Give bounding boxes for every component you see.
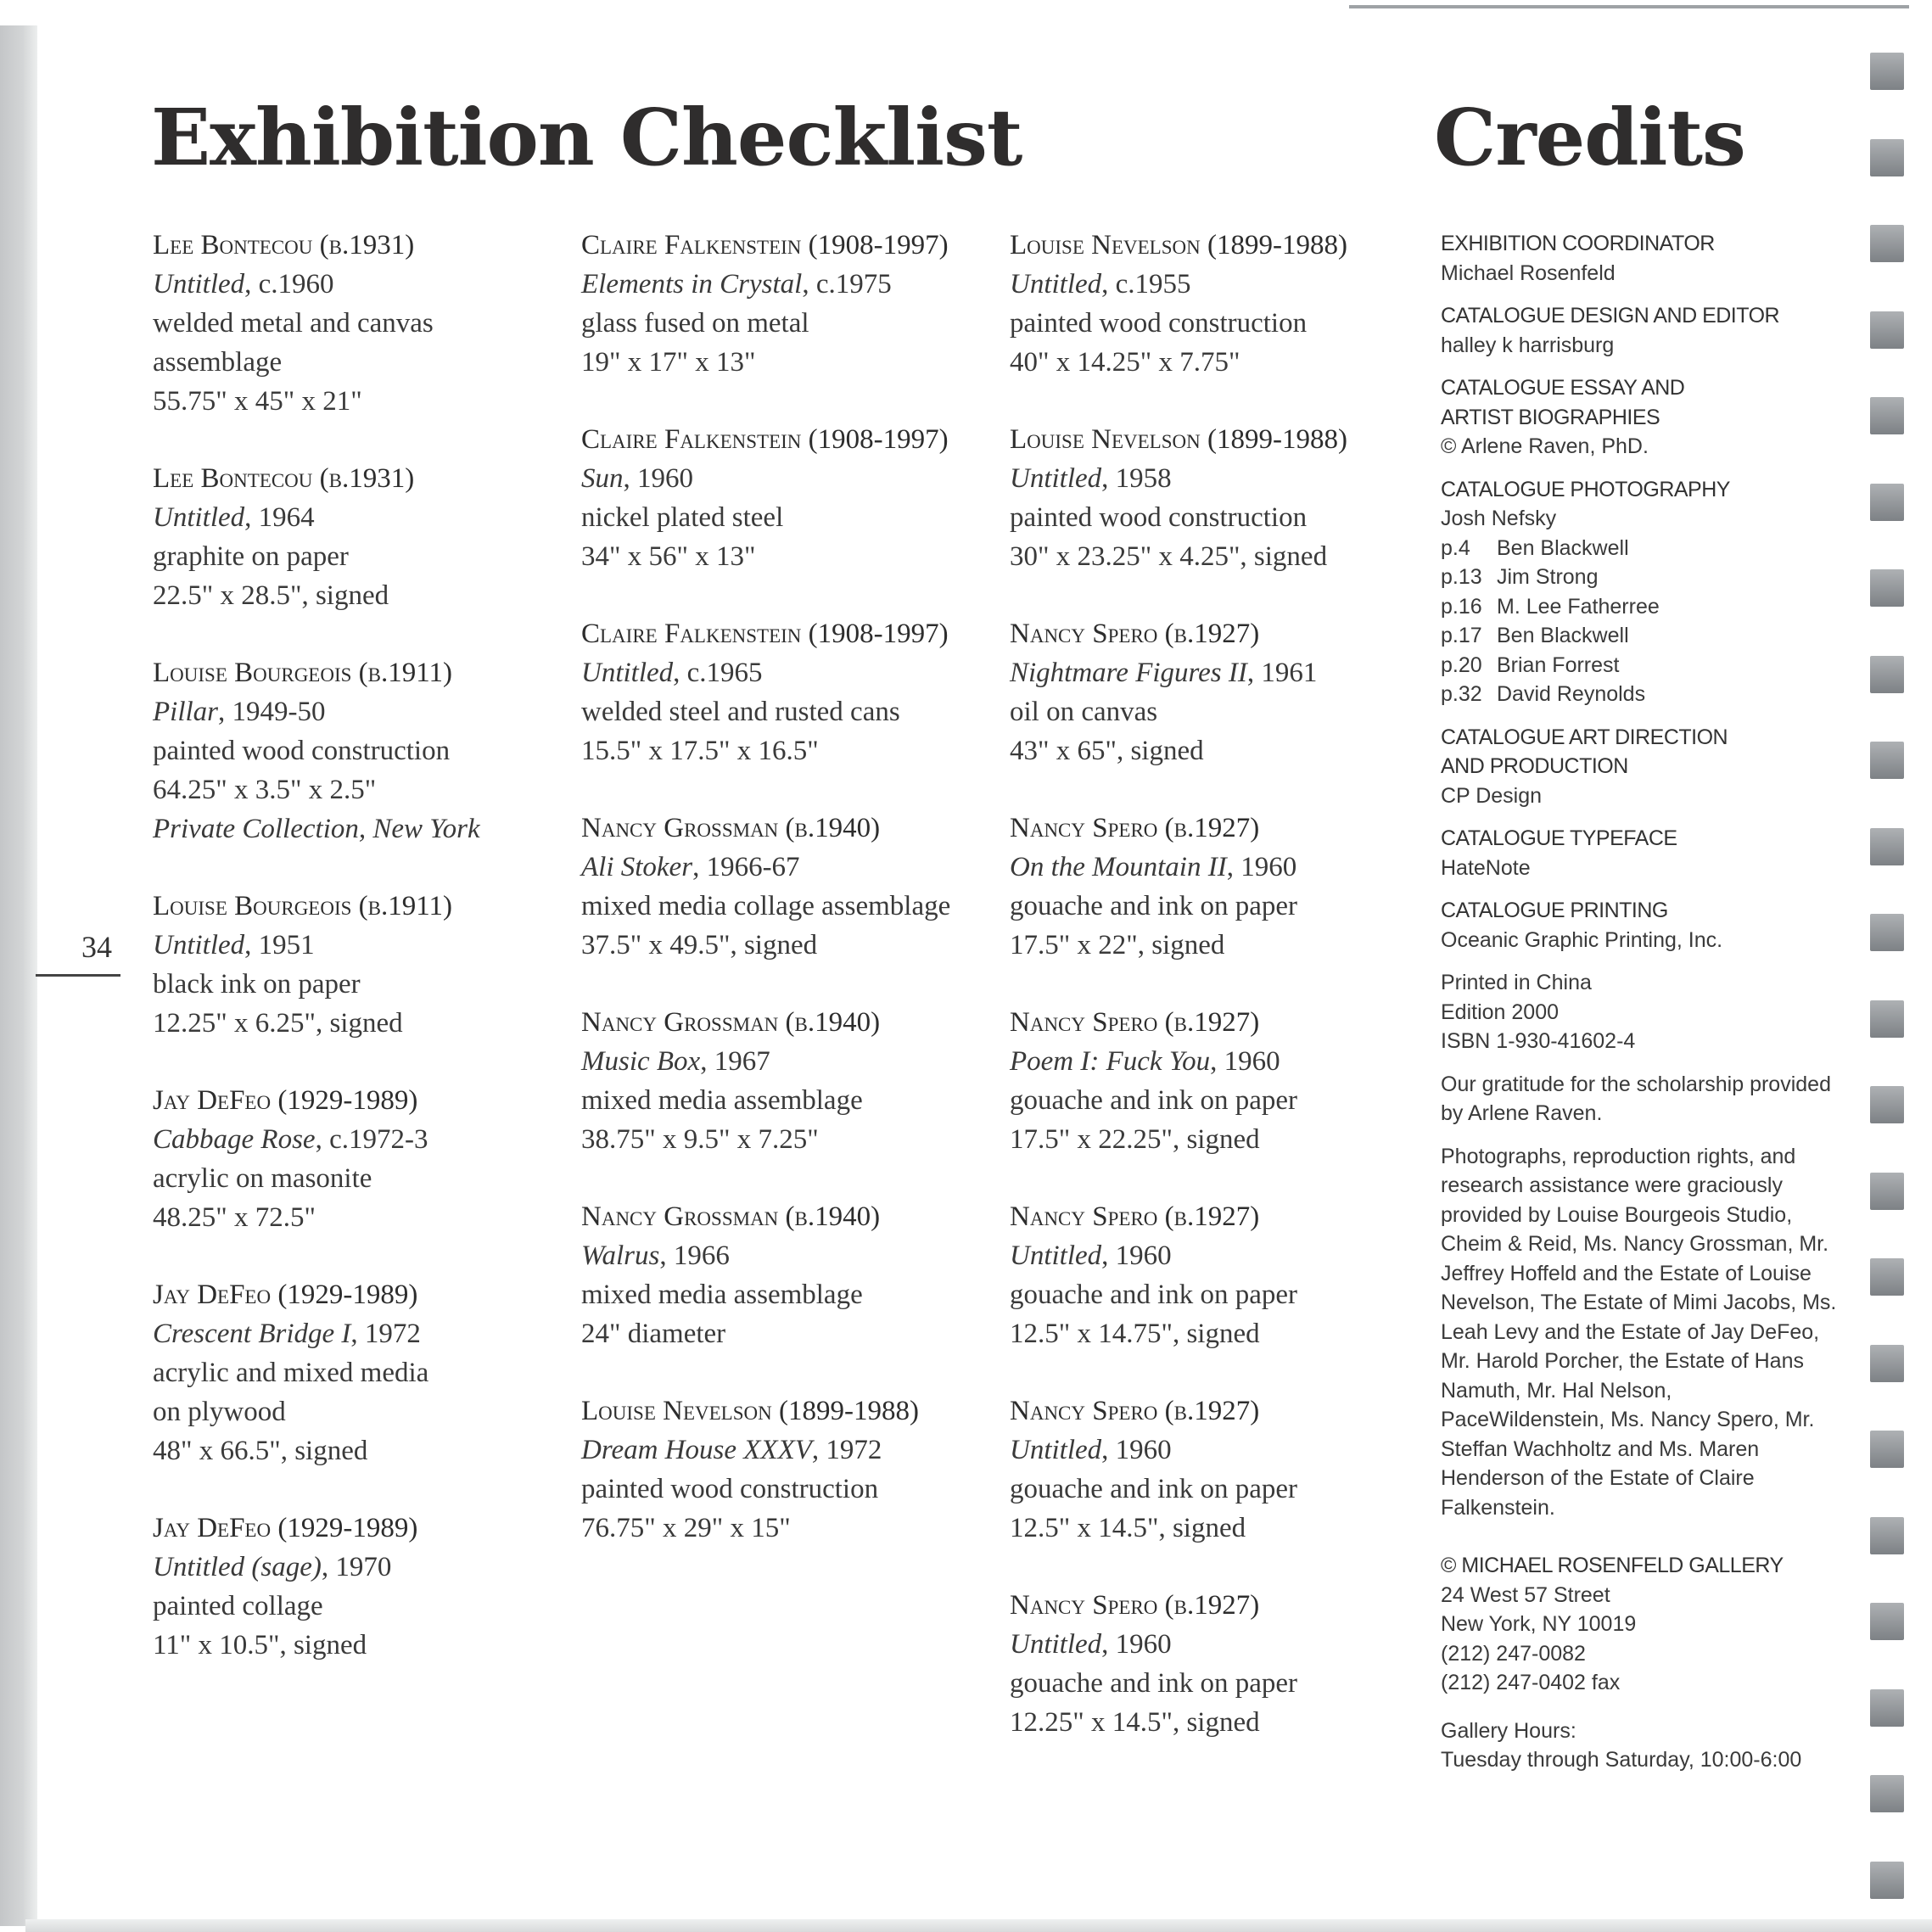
artwork-date: , c.1960 bbox=[244, 269, 334, 300]
artwork-title: Crescent Bridge I bbox=[153, 1319, 351, 1349]
artwork-dimensions: 34" x 56" x 13" bbox=[581, 541, 756, 572]
artist-name: Jay DeFeo (1929-1989) bbox=[153, 1513, 418, 1543]
artwork-dimensions: 19" x 17" x 13" bbox=[581, 347, 756, 378]
checklist-entry bbox=[581, 614, 980, 770]
artwork-medium: painted wood construction bbox=[1010, 308, 1308, 339]
top-rule bbox=[1349, 5, 1909, 8]
photo-credit-row bbox=[1441, 621, 1840, 651]
artwork-dimensions: 24" diameter bbox=[581, 1319, 726, 1349]
checklist-column-2 bbox=[581, 226, 980, 1586]
artwork-title-line bbox=[1010, 848, 1408, 887]
checklist-entry bbox=[1010, 614, 1408, 770]
artwork-dimensions: 40" x 14.25" x 7.75" bbox=[1010, 347, 1240, 378]
checklist-title: Exhibition Checklist bbox=[151, 92, 1022, 183]
artist-name: Nancy Grossman (b.1940) bbox=[581, 1201, 881, 1232]
artwork-collection: Private Collection, New York bbox=[153, 814, 480, 844]
credit-value: Oceanic Graphic Printing, Inc. bbox=[1441, 927, 1723, 952]
artist-name: Claire Falkenstein (1908-1997) bbox=[581, 619, 949, 649]
checklist-column-1 bbox=[153, 226, 552, 1703]
photo-credit-row bbox=[1441, 563, 1840, 592]
artwork-title: Cabbage Rose bbox=[153, 1124, 316, 1155]
artwork-date: , 1966-67 bbox=[692, 852, 800, 882]
credit-heading: CATALOGUE DESIGN AND EDITOR bbox=[1441, 304, 1780, 328]
artwork-dimensions: 48" x 66.5", signed bbox=[153, 1436, 368, 1466]
photo-credit-row bbox=[1441, 651, 1840, 680]
artist-name: Louise Bourgeois (b.1911) bbox=[153, 891, 453, 921]
credit-art-direction bbox=[1441, 723, 1840, 811]
artwork-dimensions: 38.75" x 9.5" x 7.25" bbox=[581, 1124, 819, 1155]
binding-hole bbox=[1870, 1517, 1904, 1554]
photo-credit-row bbox=[1441, 680, 1840, 709]
artwork-dimensions: 30" x 23.25" x 4.25", signed bbox=[1010, 541, 1328, 572]
credit-thanks bbox=[1441, 1142, 1840, 1523]
binding-hole bbox=[1870, 1000, 1904, 1038]
binding-hole bbox=[1870, 225, 1904, 262]
artwork-title-line bbox=[153, 926, 552, 965]
artwork-medium: painted wood construction bbox=[153, 736, 451, 766]
binding-hole bbox=[1870, 1345, 1904, 1382]
artwork-title-line bbox=[153, 1314, 552, 1353]
artwork-dimensions: 15.5" x 17.5" x 16.5" bbox=[581, 736, 819, 766]
credit-value: halley k harrisburg bbox=[1441, 333, 1615, 357]
artwork-medium: gouache and ink on paper bbox=[1010, 891, 1298, 921]
artwork-medium: black ink on paper bbox=[153, 969, 361, 1000]
artwork-date: , 1951 bbox=[244, 930, 315, 960]
artwork-title-line bbox=[581, 459, 980, 498]
artist-name: Jay DeFeo (1929-1989) bbox=[153, 1280, 418, 1310]
artwork-title-line bbox=[153, 265, 552, 304]
artwork-dimensions: 55.75" x 45" x 21" bbox=[153, 386, 362, 417]
credit-value: Michael Rosenfeld bbox=[1441, 260, 1616, 285]
artwork-dimensions: 22.5" x 28.5", signed bbox=[153, 580, 389, 611]
artwork-date: , 1972 bbox=[350, 1319, 421, 1349]
credit-coordinator bbox=[1441, 229, 1840, 288]
checklist-entry bbox=[581, 809, 980, 965]
artwork-medium: painted wood construction bbox=[581, 1474, 879, 1504]
artwork-date: , 1960 bbox=[1101, 1435, 1172, 1465]
artist-name: Nancy Grossman (b.1940) bbox=[581, 1007, 881, 1038]
artwork-title: Untitled bbox=[153, 930, 245, 960]
artist-name: Lee Bontecou (b.1931) bbox=[153, 463, 415, 494]
credit-heading: AND PRODUCTION bbox=[1441, 754, 1628, 778]
artwork-date: , c.1965 bbox=[673, 658, 763, 688]
artwork-medium: gouache and ink on paper bbox=[1010, 1085, 1298, 1116]
checklist-entry bbox=[153, 1081, 552, 1237]
artwork-medium: mixed media collage assemblage bbox=[581, 891, 951, 921]
artwork-title-line bbox=[581, 653, 980, 692]
artwork-medium: gouache and ink on paper bbox=[1010, 1280, 1298, 1310]
artwork-title: Untitled bbox=[1010, 269, 1102, 300]
credit-heading: CATALOGUE ESSAY AND bbox=[1441, 376, 1685, 400]
credit-edition bbox=[1441, 968, 1840, 1056]
artwork-dimensions: 17.5" x 22.25", signed bbox=[1010, 1124, 1260, 1155]
artwork-date: , c.1955 bbox=[1101, 269, 1191, 300]
checklist-entry bbox=[1010, 809, 1408, 965]
artwork-title-line bbox=[1010, 265, 1408, 304]
artwork-medium: mixed media assemblage bbox=[581, 1085, 863, 1116]
credit-value: © Arlene Raven, PhD. bbox=[1441, 434, 1649, 458]
artwork-date: , 1958 bbox=[1101, 463, 1172, 494]
artwork-medium: acrylic and mixed media bbox=[153, 1358, 429, 1388]
artwork-title-line bbox=[153, 498, 552, 537]
artwork-title-line bbox=[1010, 459, 1408, 498]
binding-hole bbox=[1870, 1258, 1904, 1296]
artwork-title: Untitled (sage) bbox=[153, 1552, 322, 1582]
page-number: 34 bbox=[81, 930, 112, 964]
artwork-title-line bbox=[581, 848, 980, 887]
photographer-name: M. Lee Fatherree bbox=[1497, 594, 1660, 619]
artwork-dimensions: 43" x 65", signed bbox=[1010, 736, 1204, 766]
gallery-name: © MICHAEL ROSENFELD GALLERY bbox=[1441, 1554, 1784, 1577]
edition: Edition 2000 bbox=[1441, 1000, 1560, 1024]
checklist-column-3 bbox=[1010, 226, 1408, 1780]
binding-hole bbox=[1870, 742, 1904, 779]
checklist-entry bbox=[1010, 226, 1408, 382]
artwork-date: , 1966 bbox=[659, 1240, 730, 1271]
checklist-entry bbox=[153, 1275, 552, 1470]
credit-heading: ARTIST BIOGRAPHIES bbox=[1441, 405, 1660, 429]
binding-hole bbox=[1870, 1689, 1904, 1727]
binding-hole bbox=[1870, 1173, 1904, 1210]
artwork-title-line bbox=[153, 692, 552, 731]
credit-heading: CATALOGUE ART DIRECTION bbox=[1441, 725, 1728, 749]
artwork-date: , 1960 bbox=[1210, 1046, 1280, 1077]
artist-name: Louise Nevelson (1899-1988) bbox=[581, 1396, 919, 1426]
artwork-dimensions: 64.25" x 3.5" x 2.5" bbox=[153, 775, 377, 805]
artist-name: Nancy Spero (b.1927) bbox=[1010, 1007, 1260, 1038]
credit-heading: CATALOGUE PRINTING bbox=[1441, 899, 1668, 922]
artist-name: Claire Falkenstein (1908-1997) bbox=[581, 424, 949, 455]
checklist-entry bbox=[153, 887, 552, 1043]
credit-value: Josh Nefsky bbox=[1441, 507, 1557, 530]
artwork-title-line bbox=[153, 1120, 552, 1159]
photographer-name: Ben Blackwell bbox=[1497, 624, 1629, 647]
isbn: ISBN 1-930-41602-4 bbox=[1441, 1029, 1636, 1053]
gratitude-text: Our gratitude for the scholarship provided by Arlene Raven. bbox=[1441, 1072, 1831, 1125]
artwork-title-line bbox=[581, 1236, 980, 1275]
binding-hole bbox=[1870, 656, 1904, 693]
artwork-date: , c.1975 bbox=[802, 269, 892, 300]
artwork-title-line bbox=[581, 1042, 980, 1081]
artist-name: Claire Falkenstein (1908-1997) bbox=[581, 230, 949, 260]
credit-gratitude bbox=[1441, 1070, 1840, 1128]
credit-photography bbox=[1441, 475, 1840, 709]
binding-hole bbox=[1870, 139, 1904, 176]
credits-title: Credits bbox=[1434, 92, 1745, 183]
artwork-title: Walrus bbox=[581, 1240, 660, 1271]
artwork-medium: welded metal and canvas bbox=[153, 308, 434, 339]
artwork-dimensions: 76.75" x 29" x 15" bbox=[581, 1513, 791, 1543]
artwork-title: On the Mountain II bbox=[1010, 852, 1227, 882]
binding-hole bbox=[1870, 1603, 1904, 1640]
artwork-title-line bbox=[581, 1431, 980, 1470]
credit-typeface bbox=[1441, 824, 1840, 882]
artwork-medium: on plywood bbox=[153, 1397, 286, 1427]
artwork-title: Pillar bbox=[153, 697, 219, 727]
checklist-entry bbox=[581, 1003, 980, 1159]
credit-design bbox=[1441, 301, 1840, 360]
artwork-date: , 1960 bbox=[623, 463, 693, 494]
artwork-dimensions: 12.5" x 14.75", signed bbox=[1010, 1319, 1260, 1349]
artist-name: Louise Nevelson (1899-1988) bbox=[1010, 230, 1347, 260]
checklist-entry bbox=[1010, 1392, 1408, 1548]
photographer-name: David Reynolds bbox=[1497, 682, 1646, 706]
artwork-date: , 1960 bbox=[1226, 852, 1297, 882]
artwork-title-line bbox=[153, 1548, 552, 1587]
artwork-title: Untitled bbox=[1010, 1240, 1102, 1271]
artwork-date: , 1949-50 bbox=[218, 697, 326, 727]
artist-name: Louise Nevelson (1899-1988) bbox=[1010, 424, 1347, 455]
artwork-title: Music Box bbox=[581, 1046, 701, 1077]
gallery-address-line: 24 West 57 Street bbox=[1441, 1582, 1610, 1607]
artist-name: Nancy Spero (b.1927) bbox=[1010, 1590, 1260, 1621]
artwork-title-line bbox=[1010, 1042, 1408, 1081]
artwork-title: Elements in Crystal bbox=[581, 269, 803, 300]
photo-page: p.16 bbox=[1441, 594, 1482, 619]
artwork-title-line bbox=[581, 265, 980, 304]
page-edge-bottom bbox=[25, 1919, 1932, 1932]
artwork-title: Ali Stoker bbox=[581, 852, 693, 882]
binding-hole bbox=[1870, 1775, 1904, 1812]
artwork-date: , 1964 bbox=[244, 502, 315, 533]
artwork-dimensions: 37.5" x 49.5", signed bbox=[581, 930, 818, 960]
artwork-medium: gouache and ink on paper bbox=[1010, 1474, 1298, 1504]
photographer-name: Ben Blackwell bbox=[1497, 535, 1629, 560]
checklist-entry bbox=[1010, 1586, 1408, 1742]
photo-credit-list bbox=[1441, 534, 1840, 709]
photographer-name: Brian Forrest bbox=[1497, 652, 1620, 677]
artwork-medium: acrylic on masonite bbox=[153, 1163, 372, 1194]
artwork-medium: graphite on paper bbox=[153, 541, 349, 572]
artist-name: Lee Bontecou (b.1931) bbox=[153, 230, 415, 260]
artist-name: Nancy Spero (b.1927) bbox=[1010, 1201, 1260, 1232]
binding-hole bbox=[1870, 569, 1904, 607]
spiral-binding bbox=[1863, 53, 1902, 1919]
artwork-title: Dream House XXXV bbox=[581, 1435, 812, 1465]
binding-hole bbox=[1870, 828, 1904, 865]
checklist-entry bbox=[153, 1509, 552, 1665]
artwork-title: Untitled bbox=[1010, 463, 1102, 494]
checklist-entry bbox=[1010, 1003, 1408, 1159]
artwork-title-line bbox=[1010, 1236, 1408, 1275]
checklist-entry bbox=[153, 459, 552, 615]
binding-hole bbox=[1870, 1086, 1904, 1123]
checklist-entry bbox=[153, 226, 552, 421]
binding-hole bbox=[1870, 311, 1904, 349]
artwork-title: Nightmare Figures II bbox=[1010, 658, 1247, 688]
checklist-entry bbox=[1010, 1197, 1408, 1353]
artwork-date: , c.1972-3 bbox=[315, 1124, 428, 1155]
artwork-date: , 1967 bbox=[700, 1046, 770, 1077]
checklist-entry bbox=[581, 1392, 980, 1548]
gallery-hours-value: Tuesday through Saturday, 10:00-6:00 bbox=[1441, 1748, 1802, 1772]
credit-heading: CATALOGUE PHOTOGRAPHY bbox=[1441, 477, 1730, 501]
page-number-rule bbox=[36, 974, 120, 977]
artwork-title: Untitled bbox=[1010, 1435, 1102, 1465]
artwork-title: Untitled bbox=[581, 658, 674, 688]
photo-credit-row bbox=[1441, 534, 1840, 563]
photo-page: p.17 bbox=[1441, 624, 1482, 647]
artwork-medium: mixed media assemblage bbox=[581, 1280, 863, 1310]
credit-heading: CATALOGUE TYPEFACE bbox=[1441, 826, 1677, 850]
photo-credit-row bbox=[1441, 592, 1840, 622]
binding-hole bbox=[1870, 914, 1904, 951]
artwork-medium: oil on canvas bbox=[1010, 697, 1158, 727]
artwork-medium: gouache and ink on paper bbox=[1010, 1668, 1298, 1699]
artwork-medium: glass fused on metal bbox=[581, 308, 809, 339]
artist-name: Louise Bourgeois (b.1911) bbox=[153, 658, 453, 688]
artwork-date: , 1970 bbox=[321, 1552, 392, 1582]
printed-in: Printed in China bbox=[1441, 971, 1592, 994]
artist-name: Nancy Spero (b.1927) bbox=[1010, 619, 1260, 649]
credit-essay bbox=[1441, 373, 1840, 462]
artwork-title: Untitled bbox=[1010, 1629, 1102, 1660]
binding-hole bbox=[1870, 53, 1904, 90]
thanks-text: Photographs, reproduction rights, and research assistance were graciously provided by Louise Bourgeois Studio, Cheim & Reid, Ms. Nancy Grossman, Mr. Jeffrey Hoffeld and the Estate of Louise Nevelson, The Estate of Mimi Jacobs, Ms. Leah Levy and the Estate of Jay DeFeo, Mr. Harold Porcher, the Estate of Hans Namuth, Mr. Hal Nelson, PaceWildenstein, Ms. Nancy Spero, Mr. Steffan Wachholtz and Ms. Maren Henderson of the Estate of Claire Falkenstein. bbox=[1441, 1144, 1837, 1520]
credit-heading: EXHIBITION COORDINATOR bbox=[1441, 232, 1715, 255]
artwork-medium: welded steel and rusted cans bbox=[581, 697, 900, 727]
artwork-medium: assemblage bbox=[153, 347, 283, 378]
binding-hole bbox=[1870, 397, 1904, 434]
artwork-title-line bbox=[1010, 653, 1408, 692]
gallery-hours bbox=[1441, 1716, 1840, 1775]
artwork-title: Poem I: Fuck You bbox=[1010, 1046, 1211, 1077]
gallery-contact bbox=[1441, 1551, 1840, 1698]
artwork-dimensions: 12.25" x 6.25", signed bbox=[153, 1008, 403, 1039]
artwork-medium: nickel plated steel bbox=[581, 502, 784, 533]
artwork-date: , 1960 bbox=[1101, 1240, 1172, 1271]
checklist-entry bbox=[581, 226, 980, 382]
photo-page: p.32 bbox=[1441, 682, 1482, 706]
artist-name: Nancy Spero (b.1927) bbox=[1010, 1396, 1260, 1426]
artwork-medium: painted wood construction bbox=[1010, 502, 1308, 533]
gallery-fax: (212) 247-0402 fax bbox=[1441, 1671, 1621, 1694]
checklist-entry bbox=[581, 1197, 980, 1353]
credit-value: CP Design bbox=[1441, 783, 1543, 808]
gallery-address-line: New York, NY 10019 bbox=[1441, 1612, 1637, 1636]
photo-page: p.13 bbox=[1441, 565, 1482, 589]
artwork-title-line bbox=[1010, 1625, 1408, 1664]
artwork-title-line bbox=[1010, 1431, 1408, 1470]
credits-column bbox=[1441, 229, 1840, 1789]
gallery-phone: (212) 247-0082 bbox=[1441, 1641, 1586, 1666]
artwork-title: Sun bbox=[581, 463, 624, 494]
artist-name: Jay DeFeo (1929-1989) bbox=[153, 1085, 418, 1116]
artwork-date: , 1972 bbox=[811, 1435, 882, 1465]
binding-hole bbox=[1870, 1431, 1904, 1468]
artwork-title: Untitled bbox=[153, 502, 245, 533]
artwork-dimensions: 17.5" x 22", signed bbox=[1010, 930, 1225, 960]
artwork-dimensions: 12.5" x 14.5", signed bbox=[1010, 1513, 1246, 1543]
artwork-date: , 1960 bbox=[1101, 1629, 1172, 1660]
credit-value: HateNote bbox=[1441, 855, 1531, 880]
credit-printing bbox=[1441, 896, 1840, 955]
artwork-medium: painted collage bbox=[153, 1591, 323, 1621]
checklist-entry bbox=[153, 653, 552, 848]
artwork-dimensions: 11" x 10.5", signed bbox=[153, 1630, 367, 1660]
binding-hole bbox=[1870, 484, 1904, 521]
binding-hole bbox=[1870, 1862, 1904, 1899]
photographer-name: Jim Strong bbox=[1497, 565, 1599, 589]
photo-page: p.20 bbox=[1441, 652, 1482, 677]
gallery-hours-label: Gallery Hours: bbox=[1441, 1718, 1576, 1743]
artist-name: Nancy Spero (b.1927) bbox=[1010, 813, 1260, 843]
artwork-date: , 1961 bbox=[1246, 658, 1318, 688]
artist-name: Nancy Grossman (b.1940) bbox=[581, 813, 881, 843]
checklist-entry bbox=[581, 420, 980, 576]
artwork-title: Untitled bbox=[153, 269, 245, 300]
artwork-dimensions: 12.25" x 14.5", signed bbox=[1010, 1707, 1260, 1738]
photo-page: p.4 bbox=[1441, 535, 1470, 560]
page-edge-left bbox=[0, 25, 37, 1926]
checklist-entry bbox=[1010, 420, 1408, 576]
artwork-dimensions: 48.25" x 72.5" bbox=[153, 1202, 316, 1233]
